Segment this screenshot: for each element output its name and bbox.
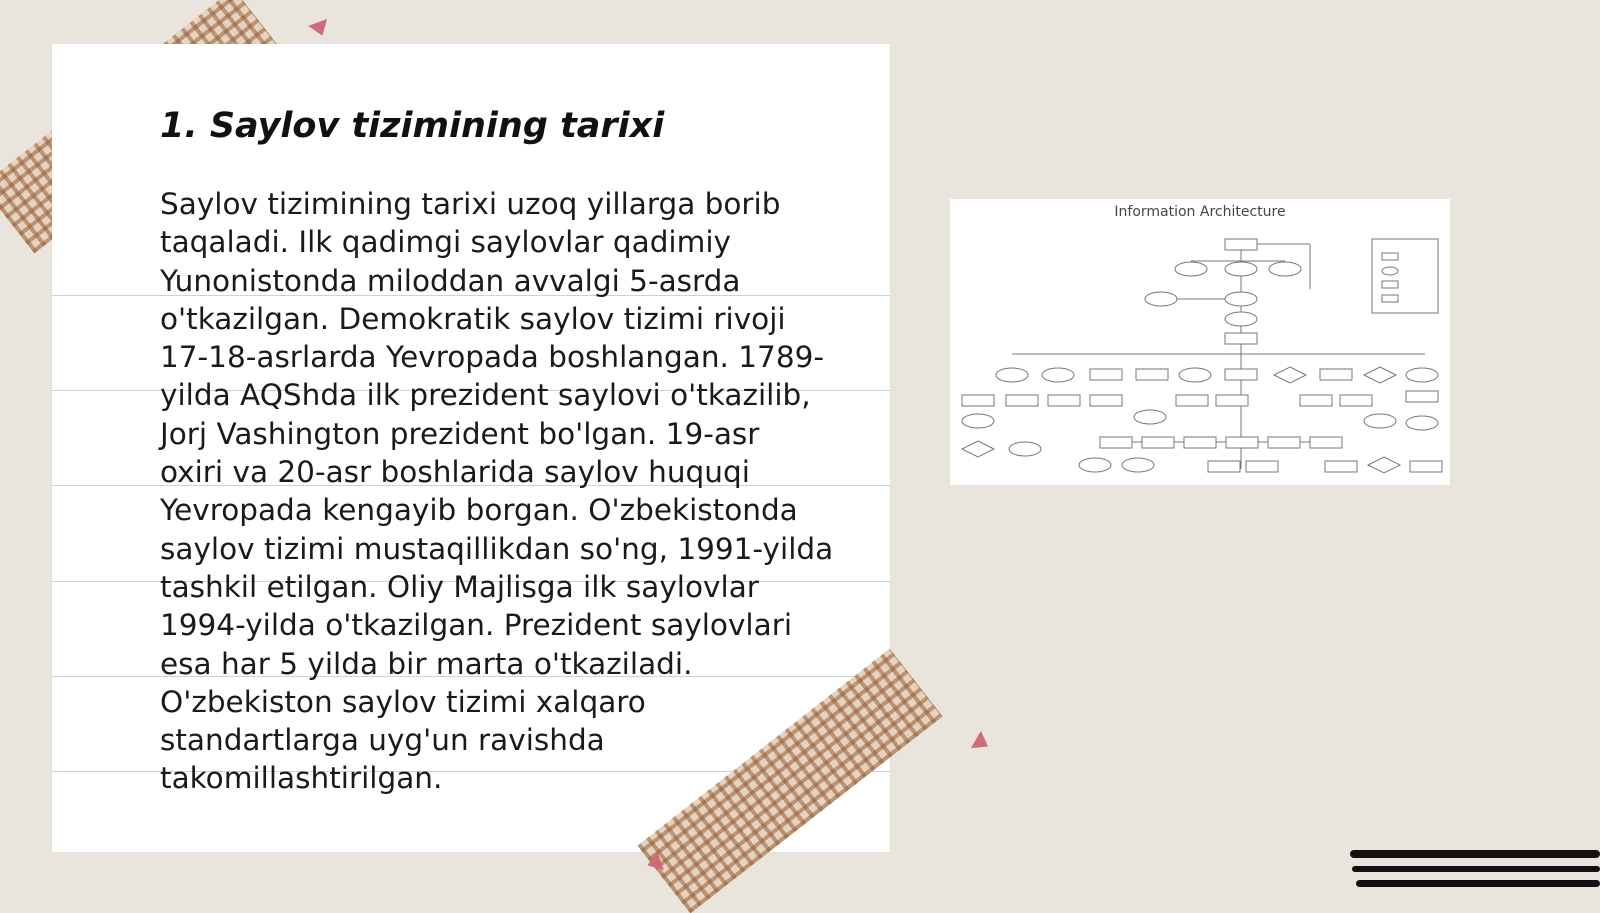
decorative-stroke (1352, 866, 1600, 872)
slide-body-text: Saylov tizimining tarixi uzoq yillarga borib taqaladi. Ilk qadimgi saylovlar qadimiy Yunonistonda miloddan avvalgi 5-asrda o'tkazilgan. Demokratik saylov tizimi rivoji 17-18-asrlarda Yevropada boshlangan. 1789- yilda AQShda ilk prezident saylovi o'tkazilib, Jorj Vashington prezident bo'lgan. 19-asr oxiri va 20-asr boshlarida saylov huquqi Yevropada kengayib borgan. O'zbekistonda saylov tizimi mustaqillikdan so'ng, 1991-yilda tashkil etilgan. Oliy Majlisga ilk saylovlar 1994-yilda o'tkazilgan. Prezident saylovlari esa har 5 yilda bir marta o'tkaziladi. O'zbekiston saylov tizimi xalqaro standartlarga uyg'un ravishda takomillashtirilgan. (160, 187, 834, 796)
slide-title: 1. Saylov tizimining tarixi (160, 106, 665, 146)
pin-decoration (308, 19, 332, 39)
decorative-stroke (1350, 850, 1600, 858)
note-paper (52, 44, 890, 852)
information-architecture-diagram (950, 199, 1450, 485)
pin-decoration (971, 731, 993, 755)
diagram-graphic (950, 199, 1450, 485)
decorative-stroke (1356, 880, 1600, 887)
diagram-title: Information Architecture (1114, 204, 1286, 220)
